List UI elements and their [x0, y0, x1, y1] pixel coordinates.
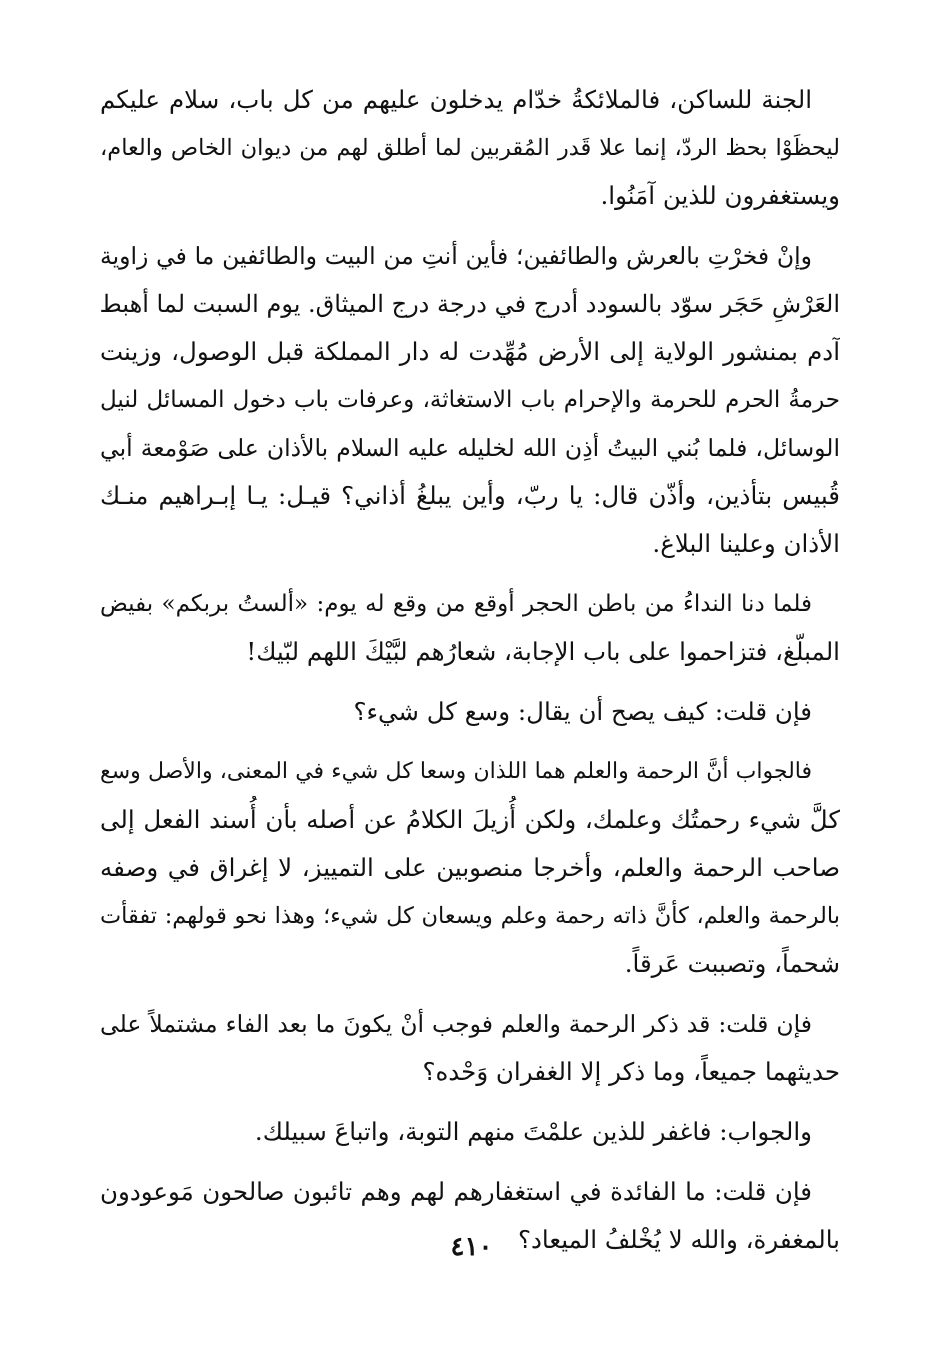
paragraph — [100, 688, 840, 736]
text-line: الوسائل، فلما بُني البيتُ أذِن الله لخليله عليه السلام بالأذان على صَوْمعة أبي — [100, 434, 840, 462]
text-line: فإن قلت: كيف يصح أن يقال: وسع كل شيء؟ — [353, 697, 812, 726]
text-line: العَرْشِ حَجَر سوّد بالسودد أدرج في درجة درج الميثاق. يوم السبت لما أهبط — [100, 290, 840, 318]
paragraph — [100, 580, 840, 676]
paragraph — [100, 232, 840, 568]
text-line: حرمةُ الحرم للحرمة والإحرام باب الاستغاثة، وعرفات باب دخول المسائل لنيل — [100, 387, 840, 413]
text-line: الجنة للساكن، فالملائكةُ خدّام يدخلون عليهم من كل باب، سلام عليكم — [100, 85, 812, 114]
text-line: فالجواب أنَّ الرحمة والعلم هما اللذان وسعا كل شيء في المعنى، والأصل وسع — [100, 759, 812, 784]
text-line: بالرحمة والعلم، كأنَّ ذاته رحمة وعلم ويسعان كل شيء؛ وهذا نحو قولهم: تفقأت — [100, 903, 840, 929]
paragraph — [100, 1000, 840, 1096]
text-line: المبلّغ، فتزاحموا على باب الإجابة، شعارُهم لبَّيْكَ اللهم لبّيك! — [246, 637, 840, 666]
text-body — [100, 76, 840, 1276]
text-line: شحماً، وتصببت عَرقاً. — [624, 949, 840, 978]
text-line: ليحظَوْا بحظ الردّ، إنما علا قَدر المُقربين لما أطلق لهم من ديوان الخاص والعام، — [100, 135, 840, 161]
text-line: صاحب الرحمة والعلم، وأخرجا منصوبين على التمييز، لا إغراق في وصفه — [100, 853, 840, 882]
text-line: الأذان وعلينا البلاغ. — [652, 529, 840, 558]
text-line: بالمغفرة، والله لا يُخْلفُ الميعاد؟ — [518, 1225, 840, 1254]
paragraph — [100, 76, 840, 220]
text-line: آدم بمنشور الولاية إلى الأرض مُهِّدت له دار المملكة قبل الوصول، وزينت — [100, 337, 840, 366]
text-line: فإن قلت: قد ذكر الرحمة والعلم فوجب أنْ يكونَ ما بعد الفاء مشتملاً على — [100, 1010, 812, 1038]
text-line: فإن قلت: ما الفائدة في استغفارهم لهم وهم تائبون صالحون مَوعودون — [100, 1177, 812, 1206]
text-line: قُبيس بتأذين، وأذّن قال: يا ربّ، وأين يبلغُ أذاني؟ قيـل: يـا إبـراهيم منـك — [100, 481, 840, 510]
text-line: حديثهما جميعاً، وما ذكر إلا الغفران وَحْده؟ — [422, 1057, 840, 1086]
paragraph — [100, 1108, 840, 1156]
text-line: كلَّ شيء رحمتُك وعلمك، ولكن أُزيلَ الكلامُ عن أصله بأن أُسند الفعل إلى — [100, 805, 840, 834]
text-line: فلما دنا النداءُ من باطن الحجر أوقع من وقع له يوم: «ألستُ بربكم» بفيض — [100, 591, 812, 617]
text-line: وإنْ فخرْتِ بالعرش والطائفين؛ فأين أنتِ من البيت والطائفين ما في زاوية — [100, 242, 812, 270]
text-line: والجواب: فاغفر للذين علمْتَ منهم التوبة، واتباعَ سبيلك. — [254, 1117, 812, 1146]
paragraph — [100, 748, 840, 988]
text-line: ويستغفرون للذين آمَنُوا. — [600, 181, 840, 210]
page-number: ٤١٠ — [450, 1232, 493, 1262]
